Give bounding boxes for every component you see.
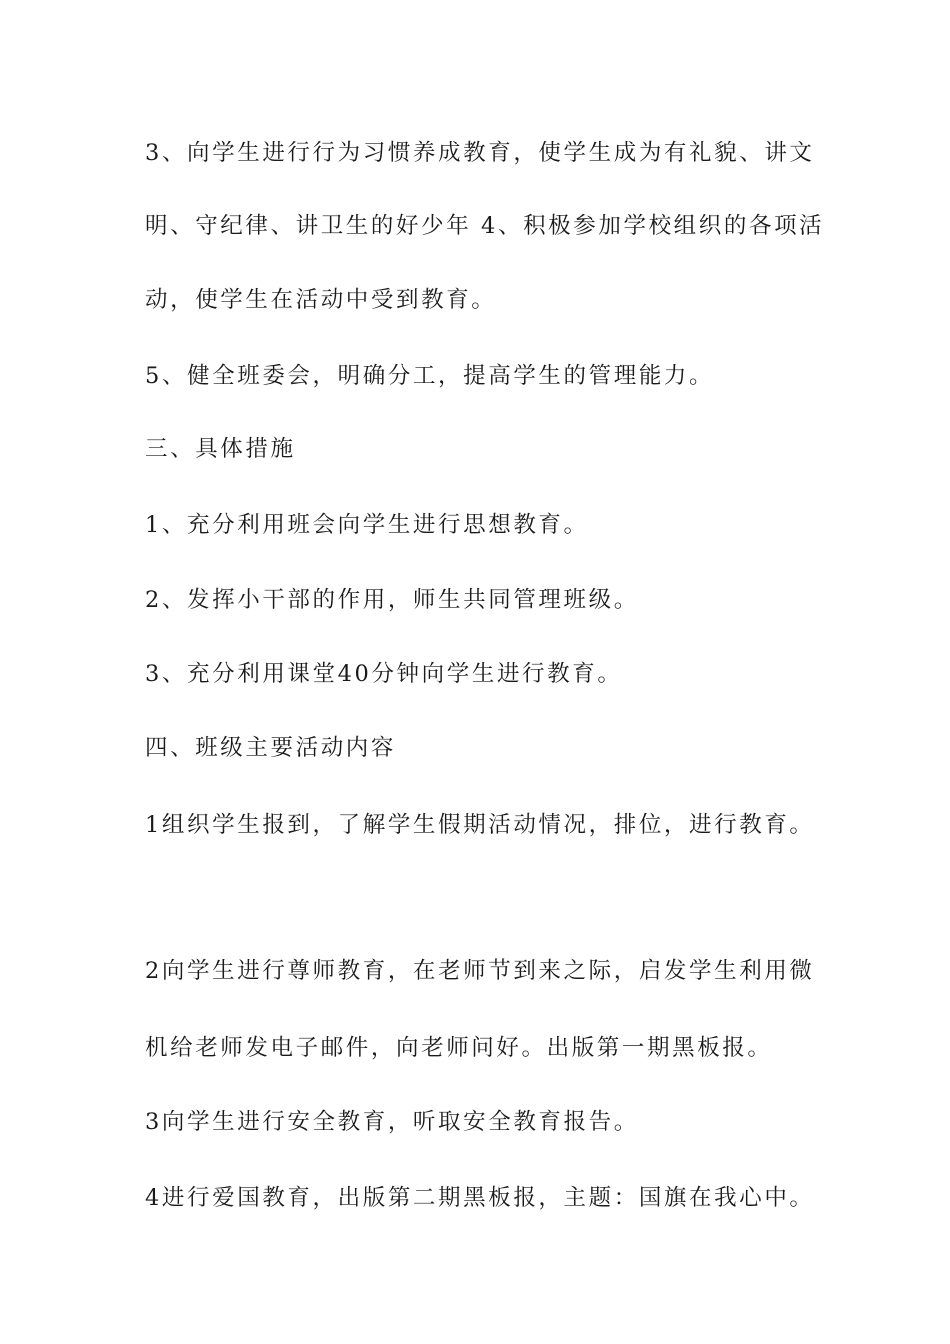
paragraph-line: 明、守纪律、讲卫生的好少年 4、积极参加学校组织的各项活 [145,213,825,239]
list-item: 3向学生进行安全教育，听取安全教育报告。 [145,1109,639,1135]
list-item: 2、发挥小干部的作用，师生共同管理班级。 [145,587,639,613]
section-heading: 三、具体措施 [145,436,296,462]
paragraph-line: 机给老师发电子邮件，向老师问好。出版第一期黑板报。 [145,1035,773,1061]
list-item: 2向学生进行尊师教育，在老师节到来之际，启发学生利用微 [145,958,815,984]
paragraph-line: 动，使学生在活动中受到教育。 [145,287,497,313]
paragraph-line: 5、健全班委会，明确分工，提高学生的管理能力。 [145,363,715,389]
list-item: 1、充分利用班会向学生进行思想教育。 [145,512,589,538]
list-item: 4进行爱国教育，出版第二期黑板报，主题：国旗在我心中。 [145,1185,815,1211]
list-item: 3、充分利用课堂40分钟向学生进行教育。 [145,661,623,687]
section-heading: 四、班级主要活动内容 [145,735,397,761]
paragraph-line: 3、向学生进行行为习惯养成教育，使学生成为有礼貌、讲文 [145,140,815,166]
list-item: 1组织学生报到，了解学生假期活动情况，排位，进行教育。 [145,812,815,838]
